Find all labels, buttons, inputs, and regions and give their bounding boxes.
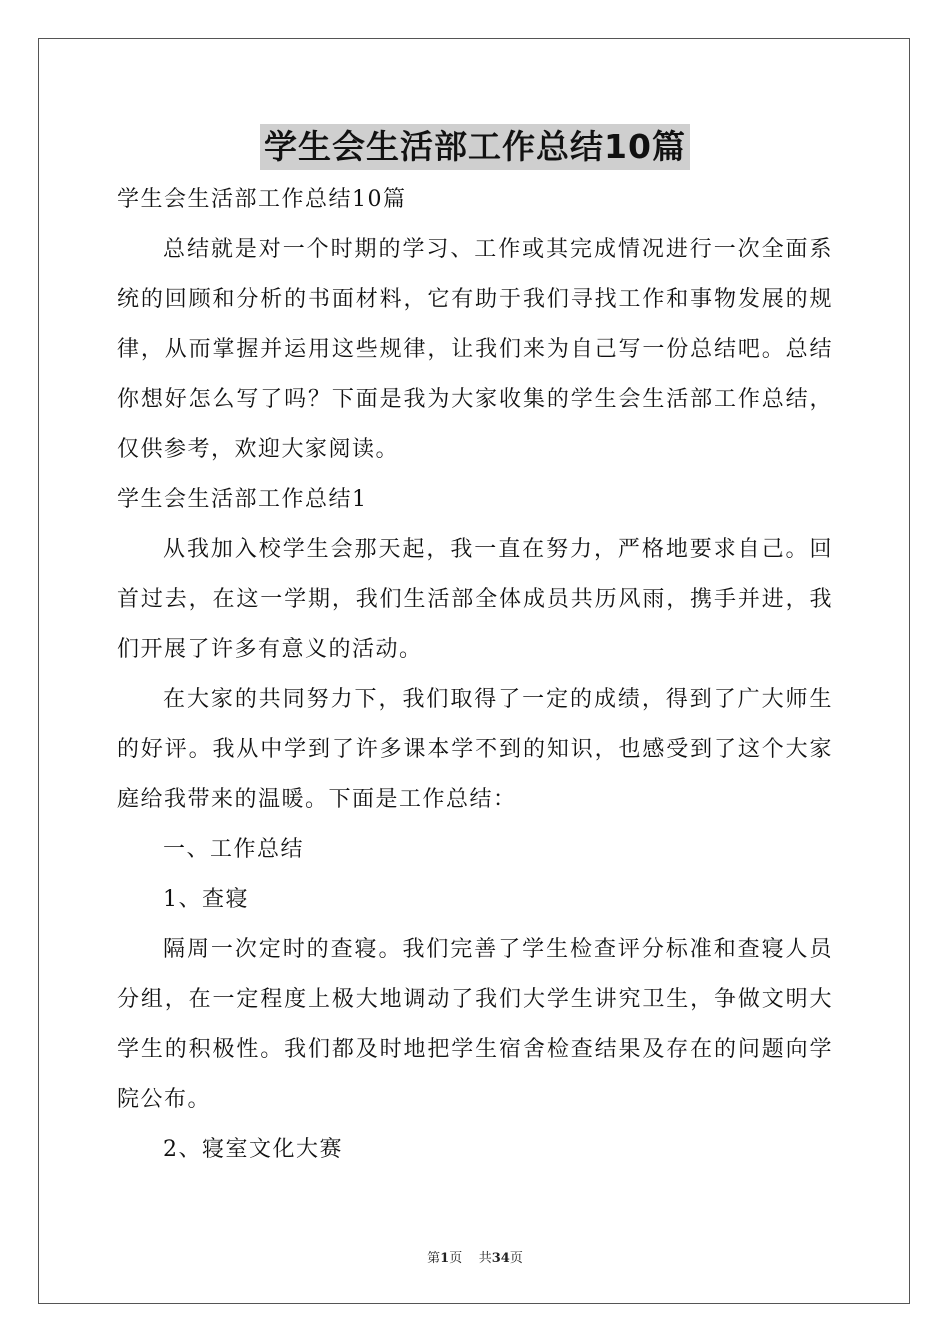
- section-heading-1: 学生会生活部工作总结1: [117, 487, 368, 512]
- footer-page-prefix: 第: [427, 1251, 441, 1266]
- footer-page-suffix: 页: [449, 1251, 463, 1266]
- footer-page-number: 1: [440, 1251, 450, 1266]
- document-subtitle: 学生会生活部工作总结10篇: [117, 187, 407, 212]
- heading-item-1: 1、查寝: [163, 887, 249, 912]
- paragraph-2: 在大家的共同努力下，我们取得了一定的成绩，得到了广大师生的好评。我从中学到了许多课本学不到的知识，也感受到了这个大家庭给我带来的温暖。下面是工作总结：: [117, 687, 833, 812]
- intro-paragraph: 总结就是对一个时期的学习、工作或其完成情况进行一次全面系统的回顾和分析的书面材料，它有助于我们寻找工作和事物发展的规律，从而掌握并运用这些规律，让我们来为自己写一份总结吧。总结你想好怎么写了吗？下面是我为大家收集的学生会生活部工作总结，仅供参考，欢迎大家阅读。: [117, 237, 833, 462]
- footer-total-pages: 34: [491, 1251, 510, 1266]
- document-title: 学生会生活部工作总结10篇: [260, 124, 690, 170]
- paragraph-1: 从我加入校学生会那天起，我一直在努力，严格地要求自己。回首过去，在这一学期，我们生活部全体成员共历风雨，携手并进，我们开展了许多有意义的活动。: [117, 537, 833, 662]
- title-container: [0, 124, 950, 170]
- footer-total-suffix: 页: [509, 1251, 523, 1266]
- page-footer: [0, 1247, 950, 1266]
- heading-work-summary: 一、工作总结: [163, 837, 305, 862]
- paragraph-3: 隔周一次定时的查寝。我们完善了学生检查评分标准和查寝人员分组，在一定程度上极大地调动了我们大学生讲究卫生，争做文明大学生的积极性。我们都及时地把学生宿舍检查结果及存在的问题向学院公布。: [117, 937, 833, 1112]
- footer-total-prefix: 共: [478, 1251, 492, 1266]
- heading-item-2: 2、寝室文化大赛: [163, 1137, 343, 1162]
